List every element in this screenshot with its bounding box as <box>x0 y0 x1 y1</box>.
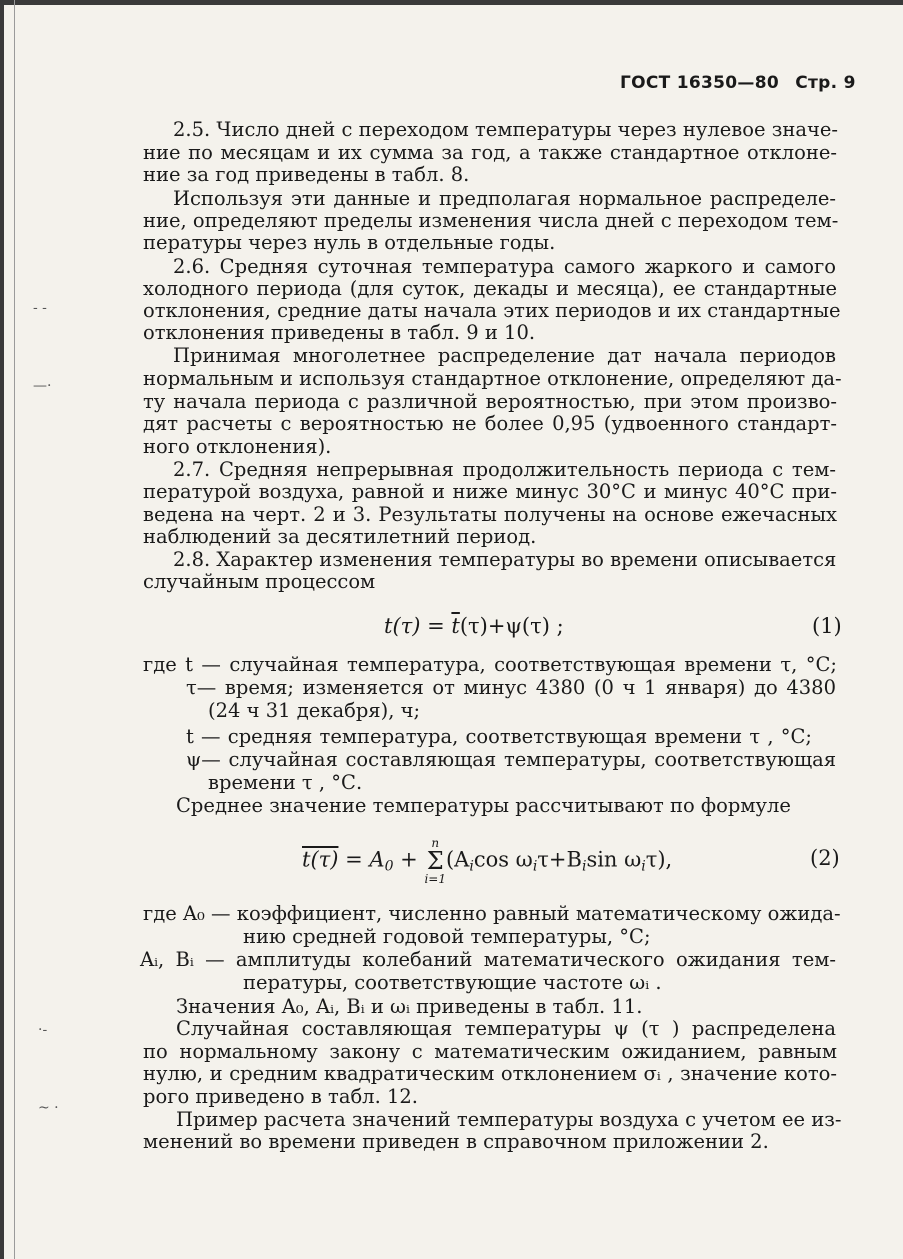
eq2-cos: cos ω <box>473 847 533 872</box>
eq2-tau2: τ), <box>645 847 673 872</box>
definition-line: τ— время; изменяется от минус 4380 (0 ч 1 января) до 4380 <box>186 676 836 699</box>
definition-line: t — средняя температура, соответствующая времени τ , °С; <box>186 725 812 748</box>
text-line: отклонения приведены в табл. 9 и 10. <box>143 321 536 344</box>
definition-line: ψ— случайная составляющая температуры, соответствующая <box>186 748 836 771</box>
text-line: Среднее значение температуры рассчитывают по формуле <box>176 794 791 817</box>
margin-speck: —· <box>33 378 52 394</box>
text-line: пературы через нуль в отдельные годы. <box>143 231 556 254</box>
margin-speck: ·- <box>38 1022 48 1038</box>
text-line: 2.5. Число дней с переходом температуры через нулевое значе- <box>173 118 839 141</box>
text-line: ние, определяют пределы изменения числа дней с переходом тем- <box>143 209 839 232</box>
eq2-equals: = <box>338 847 370 872</box>
sum-sign: Σ <box>426 847 444 875</box>
definition-line: времени τ , °С. <box>208 771 363 794</box>
scan-left-edge <box>0 0 4 1259</box>
page-header <box>620 73 856 93</box>
eq2-sub: i <box>581 858 587 875</box>
eq1-mean-t: $\overline{t}$ <box>451 614 460 638</box>
equation-2 <box>302 836 672 886</box>
text-line: дят расчеты с вероятностью не более 0,95 (удвоенного стандарт- <box>143 412 837 435</box>
margin-speck: - - <box>33 300 47 316</box>
equation-1-number: (1) <box>812 614 842 638</box>
definition-line: (24 ч 31 декабря), ч; <box>208 699 421 722</box>
text-line: случайным процессом <box>143 570 376 593</box>
definition-line: пературы, соответствующие частоте ωᵢ . <box>243 971 662 994</box>
text-line: отклонения, средние даты начала этих периодов и их стандартные <box>143 299 841 322</box>
text-line: 2.7. Средняя непрерывная продолжительность периода с тем- <box>173 458 836 481</box>
eq1-rest: (τ)+ψ(τ) ; <box>459 614 564 638</box>
definition-line: Значения A₀, Aᵢ, Bᵢ и ωᵢ приведены в табл. 11. <box>176 995 643 1018</box>
eq2-a0: A <box>369 847 385 872</box>
equation-1 <box>384 614 564 638</box>
scan-top-edge <box>0 0 903 5</box>
text-line: наблюдений за десятилетний период. <box>143 525 537 548</box>
text-line: по нормальному закону с математическим ожиданием, равным <box>143 1040 837 1063</box>
text-line: ного отклонения). <box>143 435 332 458</box>
text-line: ведена на черт. 2 и 3. Результаты получены на основе ежечасных <box>143 503 837 526</box>
text-line: ние по месяцам и их сумма за год, а также стандартное отклоне- <box>143 141 837 164</box>
text-line: Пример расчета значений температуры воздуха с учетом ее из- <box>176 1108 842 1131</box>
eq2-body: (A <box>445 847 470 872</box>
text-line: 2.6. Средняя суточная температура самого жаркого и самого <box>173 255 836 278</box>
text-line: Случайная составляющая температуры ψ (τ ) распределена <box>176 1017 836 1040</box>
page-label: Стр. <box>795 73 838 93</box>
text-line: рого приведено в табл. 12. <box>143 1085 418 1108</box>
page-number: 9 <box>843 73 856 93</box>
definition-line: где t — случайная температура, соответствующая времени τ, °С; <box>143 653 837 676</box>
text-line: 2.8. Характер изменения температуры во времени описывается <box>173 548 837 571</box>
summation-symbol <box>424 836 446 886</box>
scan-left-margin-line <box>14 0 15 1259</box>
sum-lower-limit: i=1 <box>424 872 446 886</box>
eq1-lhs: t(τ) <box>384 614 421 638</box>
margin-speck: ~ · <box>38 1100 59 1116</box>
eq2-sub: i <box>641 858 646 875</box>
text-line: ту начала периода с различной вероятностью, при этом произво- <box>143 390 837 413</box>
eq2-a0-sub: 0 <box>384 858 394 875</box>
text-line: Используя эти данные и предполагая нормальное распределе- <box>173 187 836 210</box>
eq1-equals: = <box>420 614 452 638</box>
definition-line: нию средней годовой температуры, °С; <box>243 925 651 948</box>
eq2-plus: + <box>393 847 425 872</box>
text-line: пературой воздуха, равной и ниже минус 30°С и минус 40°С при- <box>143 480 837 503</box>
text-line: нулю, и средним квадратическим отклонением σᵢ , значение кото- <box>143 1062 837 1085</box>
eq2-lhs: t(τ) <box>302 847 339 872</box>
definition-line: Aᵢ, Bᵢ — амплитуды колебаний математического ожидания тем- <box>140 948 836 971</box>
eq2-tau1: τ+B <box>537 847 582 872</box>
text-line: Принимая многолетнее распределение дат начала периодов <box>173 344 836 367</box>
sum-upper-limit: n <box>431 836 440 850</box>
eq2-sub: i <box>469 858 474 875</box>
definition-line: где A₀ — коэффициент, численно равный математическому ожида- <box>143 902 841 925</box>
text-line: ние за год приведены в табл. 8. <box>143 163 470 186</box>
eq2-sub: i <box>532 858 538 875</box>
standard-number: ГОСТ 16350—80 <box>620 73 779 93</box>
equation-2-number: (2) <box>810 846 840 870</box>
eq2-sin: sin ω <box>586 847 642 872</box>
text-line: нормальным и используя стандартное отклонение, определяют да- <box>143 367 842 390</box>
text-line: холодного периода (для суток, декады и месяца), ее стандартные <box>143 277 837 300</box>
text-line: менений во времени приведен в справочном приложении 2. <box>143 1130 769 1153</box>
